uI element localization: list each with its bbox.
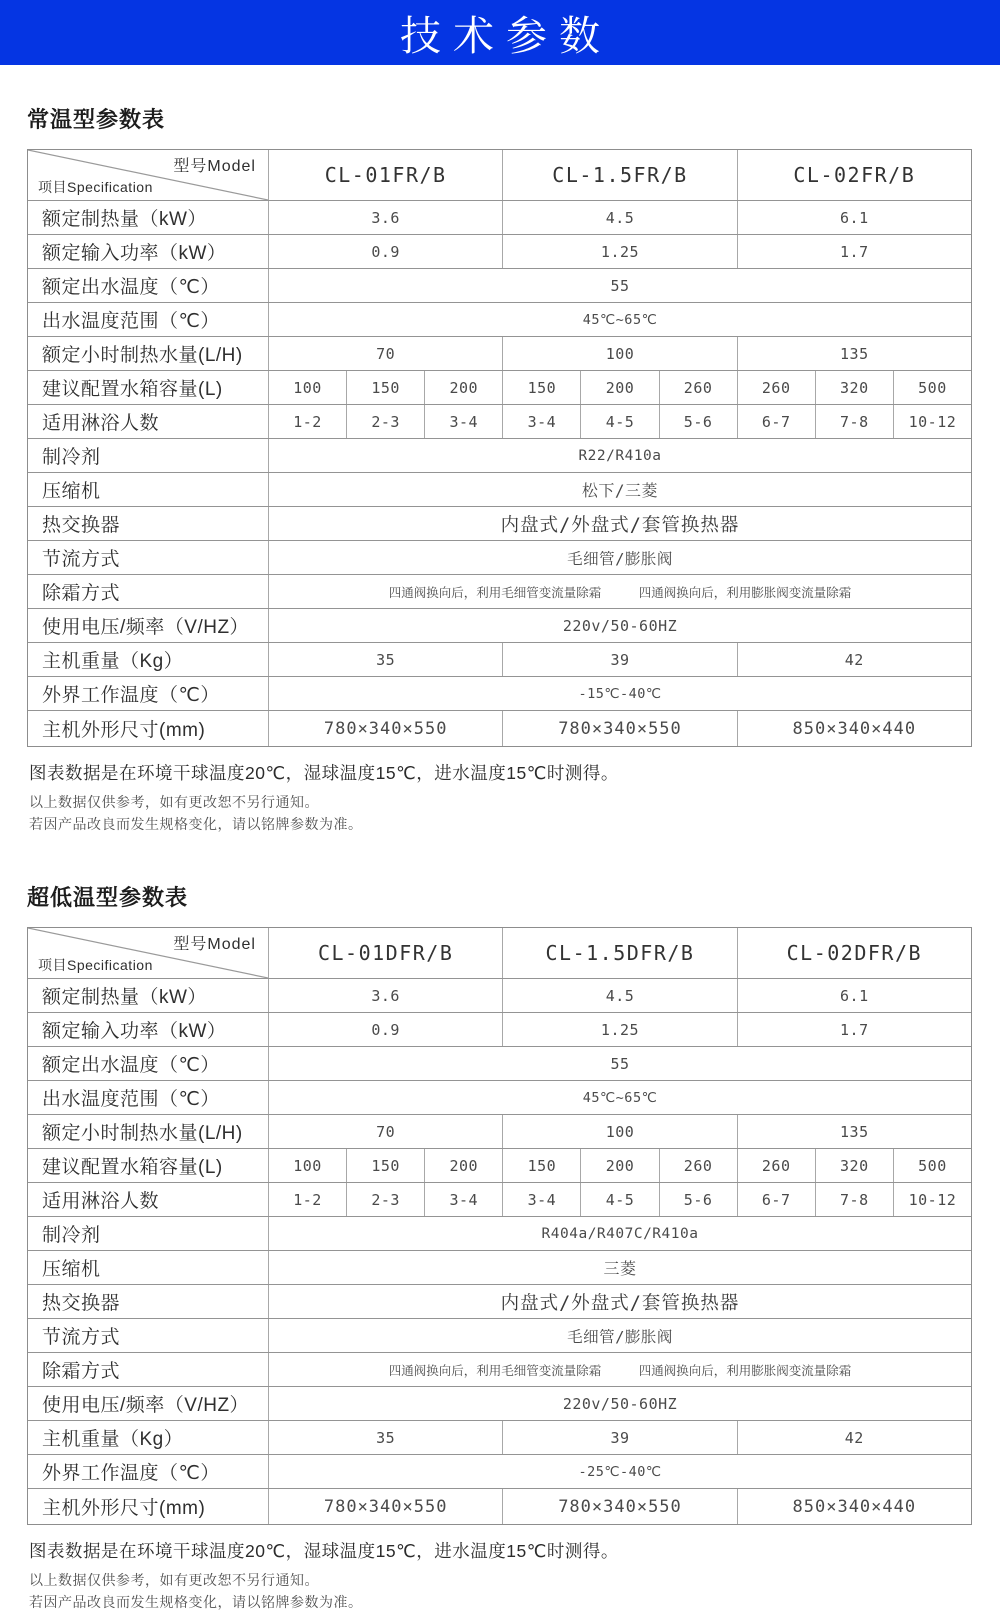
spec-value-cell: 200 — [424, 371, 502, 404]
spec-value-cell: 500 — [893, 1149, 971, 1182]
spec-row-label: 节流方式 — [42, 1327, 121, 1348]
corner-spec-label: 项目Specification — [38, 179, 153, 195]
spec-value-cell: 1.25 — [502, 235, 736, 268]
spec-value-cell: 1-2 — [268, 1183, 346, 1216]
spec-row-label: 额定小时制热水量(L/H) — [42, 1123, 243, 1144]
model-column-header: CL-02DFR/B — [737, 928, 971, 978]
note-line: 图表数据是在环境干球温度20℃，湿球温度15℃，进水温度15℃时测得。 — [29, 1541, 619, 1561]
spec-row — [28, 472, 971, 506]
spec-value-cell: 内盘式/外盘式/套管换热器 — [268, 507, 971, 540]
note-line: 以上数据仅供参考，如有更改恕不另行通知。 — [29, 1572, 319, 1588]
spec-value-cell: 42 — [737, 643, 971, 676]
spec-value-cell: 100 — [502, 337, 736, 370]
spec-row-label: 热交换器 — [42, 1293, 121, 1314]
spec-row — [28, 1012, 971, 1046]
spec-row — [28, 1182, 971, 1216]
spec-row-label: 主机重量（Kg） — [42, 651, 184, 672]
spec-value-cell: 4.5 — [502, 201, 736, 234]
spec-value-cell: 780×340×550 — [502, 1489, 736, 1524]
spec-row-label: 外界工作温度（℃） — [42, 1463, 220, 1484]
spec-value-cell: 3.6 — [268, 201, 502, 234]
spec-row-label: 使用电压/频率（V/HZ） — [42, 617, 250, 638]
model-column-header: CL-02FR/B — [737, 150, 971, 200]
spec-value-cell: 6.1 — [737, 201, 971, 234]
spec-value-cell: 6.1 — [737, 979, 971, 1012]
note-line: 图表数据是在环境干球温度20℃，湿球温度15℃，进水温度15℃时测得。 — [29, 763, 619, 783]
spec-row — [28, 1454, 971, 1488]
spec-value-cell: 2-3 — [346, 405, 424, 438]
corner-cell — [28, 928, 268, 978]
spec-row — [28, 1114, 971, 1148]
spec-value-cell: 松下/三菱 — [268, 473, 971, 506]
spec-value-cell: 780×340×550 — [268, 1489, 502, 1524]
spec-value-cell: 100 — [268, 1149, 346, 1182]
spec-value-cell: 45℃~65℃ — [268, 1081, 971, 1114]
spec-row — [28, 676, 971, 710]
spec-row — [28, 608, 971, 642]
spec-value-cell: 200 — [580, 371, 658, 404]
spec-row — [28, 506, 971, 540]
spec-value-cell: R22/R410a — [268, 439, 971, 472]
spec-table-normal — [27, 149, 972, 747]
spec-row-label: 使用电压/频率（V/HZ） — [42, 1395, 250, 1416]
spec-row — [28, 268, 971, 302]
spec-value-cell: 260 — [659, 1149, 737, 1182]
spec-value-cell: 4-5 — [580, 405, 658, 438]
spec-row-label: 节流方式 — [42, 549, 121, 570]
spec-row-label: 出水温度范围（℃） — [42, 311, 220, 332]
spec-row — [28, 1488, 971, 1524]
spec-table-low — [27, 927, 972, 1525]
spec-row-label: 主机重量（Kg） — [42, 1429, 184, 1450]
note-line: 若因产品改良而发生规格变化，请以铭牌参数为准。 — [29, 1594, 363, 1610]
spec-value-cell: 780×340×550 — [502, 711, 736, 746]
spec-value-cell: 200 — [580, 1149, 658, 1182]
spec-row-label: 额定输入功率（kW） — [42, 243, 227, 264]
spec-value-cell: 150 — [502, 371, 580, 404]
spec-value-cell: 260 — [659, 371, 737, 404]
spec-value-cell: 3.6 — [268, 979, 502, 1012]
page-title: 技术参数 — [400, 13, 612, 59]
spec-value-cell: 3-4 — [502, 405, 580, 438]
spec-value-cell: 780×340×550 — [268, 711, 502, 746]
spec-value-cell: 6-7 — [737, 405, 815, 438]
spec-row-label: 建议配置水箱容量(L) — [42, 1157, 223, 1178]
corner-model-label: 型号Model — [173, 936, 256, 953]
spec-value-cell: R404a/R407C/R410a — [268, 1217, 971, 1250]
spec-value-cell: 200 — [424, 1149, 502, 1182]
spec-value-cell: 6-7 — [737, 1183, 815, 1216]
spec-row-label: 适用淋浴人数 — [42, 1191, 160, 1212]
spec-row — [28, 1216, 971, 1250]
spec-row — [28, 302, 971, 336]
notes-low-temp — [29, 1538, 972, 1613]
spec-row-label: 建议配置水箱容量(L) — [42, 379, 223, 400]
spec-row-label: 主机外形尺寸(mm) — [42, 1498, 206, 1519]
corner-spec-label: 项目Specification — [38, 957, 153, 973]
spec-value-cell: 45℃~65℃ — [268, 303, 971, 336]
spec-value-cell: 3-4 — [424, 1183, 502, 1216]
table-body — [28, 978, 971, 1524]
spec-row — [28, 200, 971, 234]
spec-value-cell: 100 — [502, 1115, 736, 1148]
spec-row-label: 外界工作温度（℃） — [42, 685, 220, 706]
spec-value-cell: 150 — [502, 1149, 580, 1182]
spec-value-cell: 320 — [815, 1149, 893, 1182]
spec-row — [28, 370, 971, 404]
spec-value-cell: 1.25 — [502, 1013, 736, 1046]
spec-value-cell: 1.7 — [737, 1013, 971, 1046]
spec-row — [28, 1386, 971, 1420]
spec-row — [28, 1250, 971, 1284]
spec-value-cell: 850×340×440 — [737, 1489, 971, 1524]
spec-row-label: 制冷剂 — [42, 1225, 101, 1246]
spec-row — [28, 438, 971, 472]
spec-value-cell: 内盘式/外盘式/套管换热器 — [268, 1285, 971, 1318]
spec-value-cell: 1.7 — [737, 235, 971, 268]
table-header-row — [28, 928, 971, 978]
spec-value-cell: 135 — [737, 1115, 971, 1148]
spec-value-cell: 1-2 — [268, 405, 346, 438]
spec-value-cell: 42 — [737, 1421, 971, 1454]
spec-row — [28, 574, 971, 608]
model-column-header: CL-01DFR/B — [268, 928, 502, 978]
spec-row-label: 额定小时制热水量(L/H) — [42, 345, 243, 366]
spec-row-label: 适用淋浴人数 — [42, 413, 160, 434]
spec-value-cell: 220v/50-60HZ — [268, 609, 971, 642]
spec-row-label: 除霜方式 — [42, 1361, 121, 1382]
spec-value-cell: -15℃-40℃ — [268, 677, 971, 710]
notes-normal-temp — [29, 760, 972, 835]
heading-normal-temp: 常温型参数表 — [27, 107, 166, 132]
model-column-header: CL-1.5FR/B — [502, 150, 736, 200]
spec-row — [28, 1080, 971, 1114]
spec-value-cell: 260 — [737, 1149, 815, 1182]
spec-row — [28, 1284, 971, 1318]
spec-value-cell: 5-6 — [659, 1183, 737, 1216]
model-column-header: CL-01FR/B — [268, 150, 502, 200]
table-header-row — [28, 150, 971, 200]
spec-row — [28, 1352, 971, 1386]
spec-row — [28, 1318, 971, 1352]
corner-cell — [28, 150, 268, 200]
spec-value-cell: 10-12 — [893, 405, 971, 438]
spec-value-cell: 毛细管/膨胀阀 — [268, 1319, 971, 1352]
header-banner — [0, 0, 1000, 65]
spec-value-cell: 0.9 — [268, 1013, 502, 1046]
spec-value-cell: 四通阀换向后，利用毛细管变流量除霜 四通阀换向后，利用膨胀阀变流量除霜 — [268, 575, 971, 608]
spec-value-cell: 850×340×440 — [737, 711, 971, 746]
heading-low-temp: 超低温型参数表 — [27, 885, 189, 910]
spec-value-cell: 7-8 — [815, 405, 893, 438]
spec-value-cell: 150 — [346, 1149, 424, 1182]
spec-value-cell: 毛细管/膨胀阀 — [268, 541, 971, 574]
spec-row-label: 额定出水温度（℃） — [42, 277, 220, 298]
spec-value-cell: 35 — [268, 1421, 502, 1454]
spec-value-cell: 260 — [737, 371, 815, 404]
note-line: 若因产品改良而发生规格变化，请以铭牌参数为准。 — [29, 816, 363, 832]
spec-value-cell: 0.9 — [268, 235, 502, 268]
spec-value-cell: 2-3 — [346, 1183, 424, 1216]
spec-row — [28, 710, 971, 746]
spec-value-cell: 10-12 — [893, 1183, 971, 1216]
spec-value-cell: 四通阀换向后，利用毛细管变流量除霜 四通阀换向后，利用膨胀阀变流量除霜 — [268, 1353, 971, 1386]
spec-row-label: 热交换器 — [42, 515, 121, 536]
spec-value-cell: 35 — [268, 643, 502, 676]
spec-row-label: 额定出水温度（℃） — [42, 1055, 220, 1076]
spec-value-cell: 5-6 — [659, 405, 737, 438]
spec-row — [28, 404, 971, 438]
spec-value-cell: 220v/50-60HZ — [268, 1387, 971, 1420]
spec-value-cell: 70 — [268, 337, 502, 370]
spec-value-cell: 500 — [893, 371, 971, 404]
spec-value-cell: 7-8 — [815, 1183, 893, 1216]
section-normal-temp — [0, 65, 1000, 835]
spec-row-label: 额定制热量（kW） — [42, 987, 207, 1008]
spec-row — [28, 1046, 971, 1080]
spec-row-label: 额定输入功率（kW） — [42, 1021, 227, 1042]
spec-value-cell: 4.5 — [502, 979, 736, 1012]
spec-row — [28, 336, 971, 370]
spec-value-cell: 55 — [268, 1047, 971, 1080]
spec-value-cell: 70 — [268, 1115, 502, 1148]
spec-row-label: 制冷剂 — [42, 447, 101, 468]
note-line: 以上数据仅供参考，如有更改恕不另行通知。 — [29, 794, 319, 810]
spec-row — [28, 978, 971, 1012]
corner-model-label: 型号Model — [173, 158, 256, 175]
spec-row-label: 出水温度范围（℃） — [42, 1089, 220, 1110]
spec-value-cell: -25℃-40℃ — [268, 1455, 971, 1488]
spec-value-cell: 4-5 — [580, 1183, 658, 1216]
spec-value-cell: 39 — [502, 643, 736, 676]
spec-value-cell: 100 — [268, 371, 346, 404]
spec-row — [28, 540, 971, 574]
section-low-temp — [0, 835, 1000, 1613]
model-column-header: CL-1.5DFR/B — [502, 928, 736, 978]
spec-row — [28, 234, 971, 268]
spec-value-cell: 三菱 — [268, 1251, 971, 1284]
spec-row-label: 压缩机 — [42, 481, 101, 502]
spec-value-cell: 150 — [346, 371, 424, 404]
spec-value-cell: 135 — [737, 337, 971, 370]
table-body — [28, 200, 971, 746]
spec-row-label: 除霜方式 — [42, 583, 121, 604]
spec-value-cell: 320 — [815, 371, 893, 404]
spec-row — [28, 642, 971, 676]
spec-value-cell: 55 — [268, 269, 971, 302]
spec-value-cell: 3-4 — [424, 405, 502, 438]
spec-value-cell: 3-4 — [502, 1183, 580, 1216]
spec-row-label: 压缩机 — [42, 1259, 101, 1280]
spec-row-label: 额定制热量（kW） — [42, 209, 207, 230]
spec-row — [28, 1420, 971, 1454]
spec-value-cell: 39 — [502, 1421, 736, 1454]
spec-row — [28, 1148, 971, 1182]
spec-row-label: 主机外形尺寸(mm) — [42, 720, 206, 741]
